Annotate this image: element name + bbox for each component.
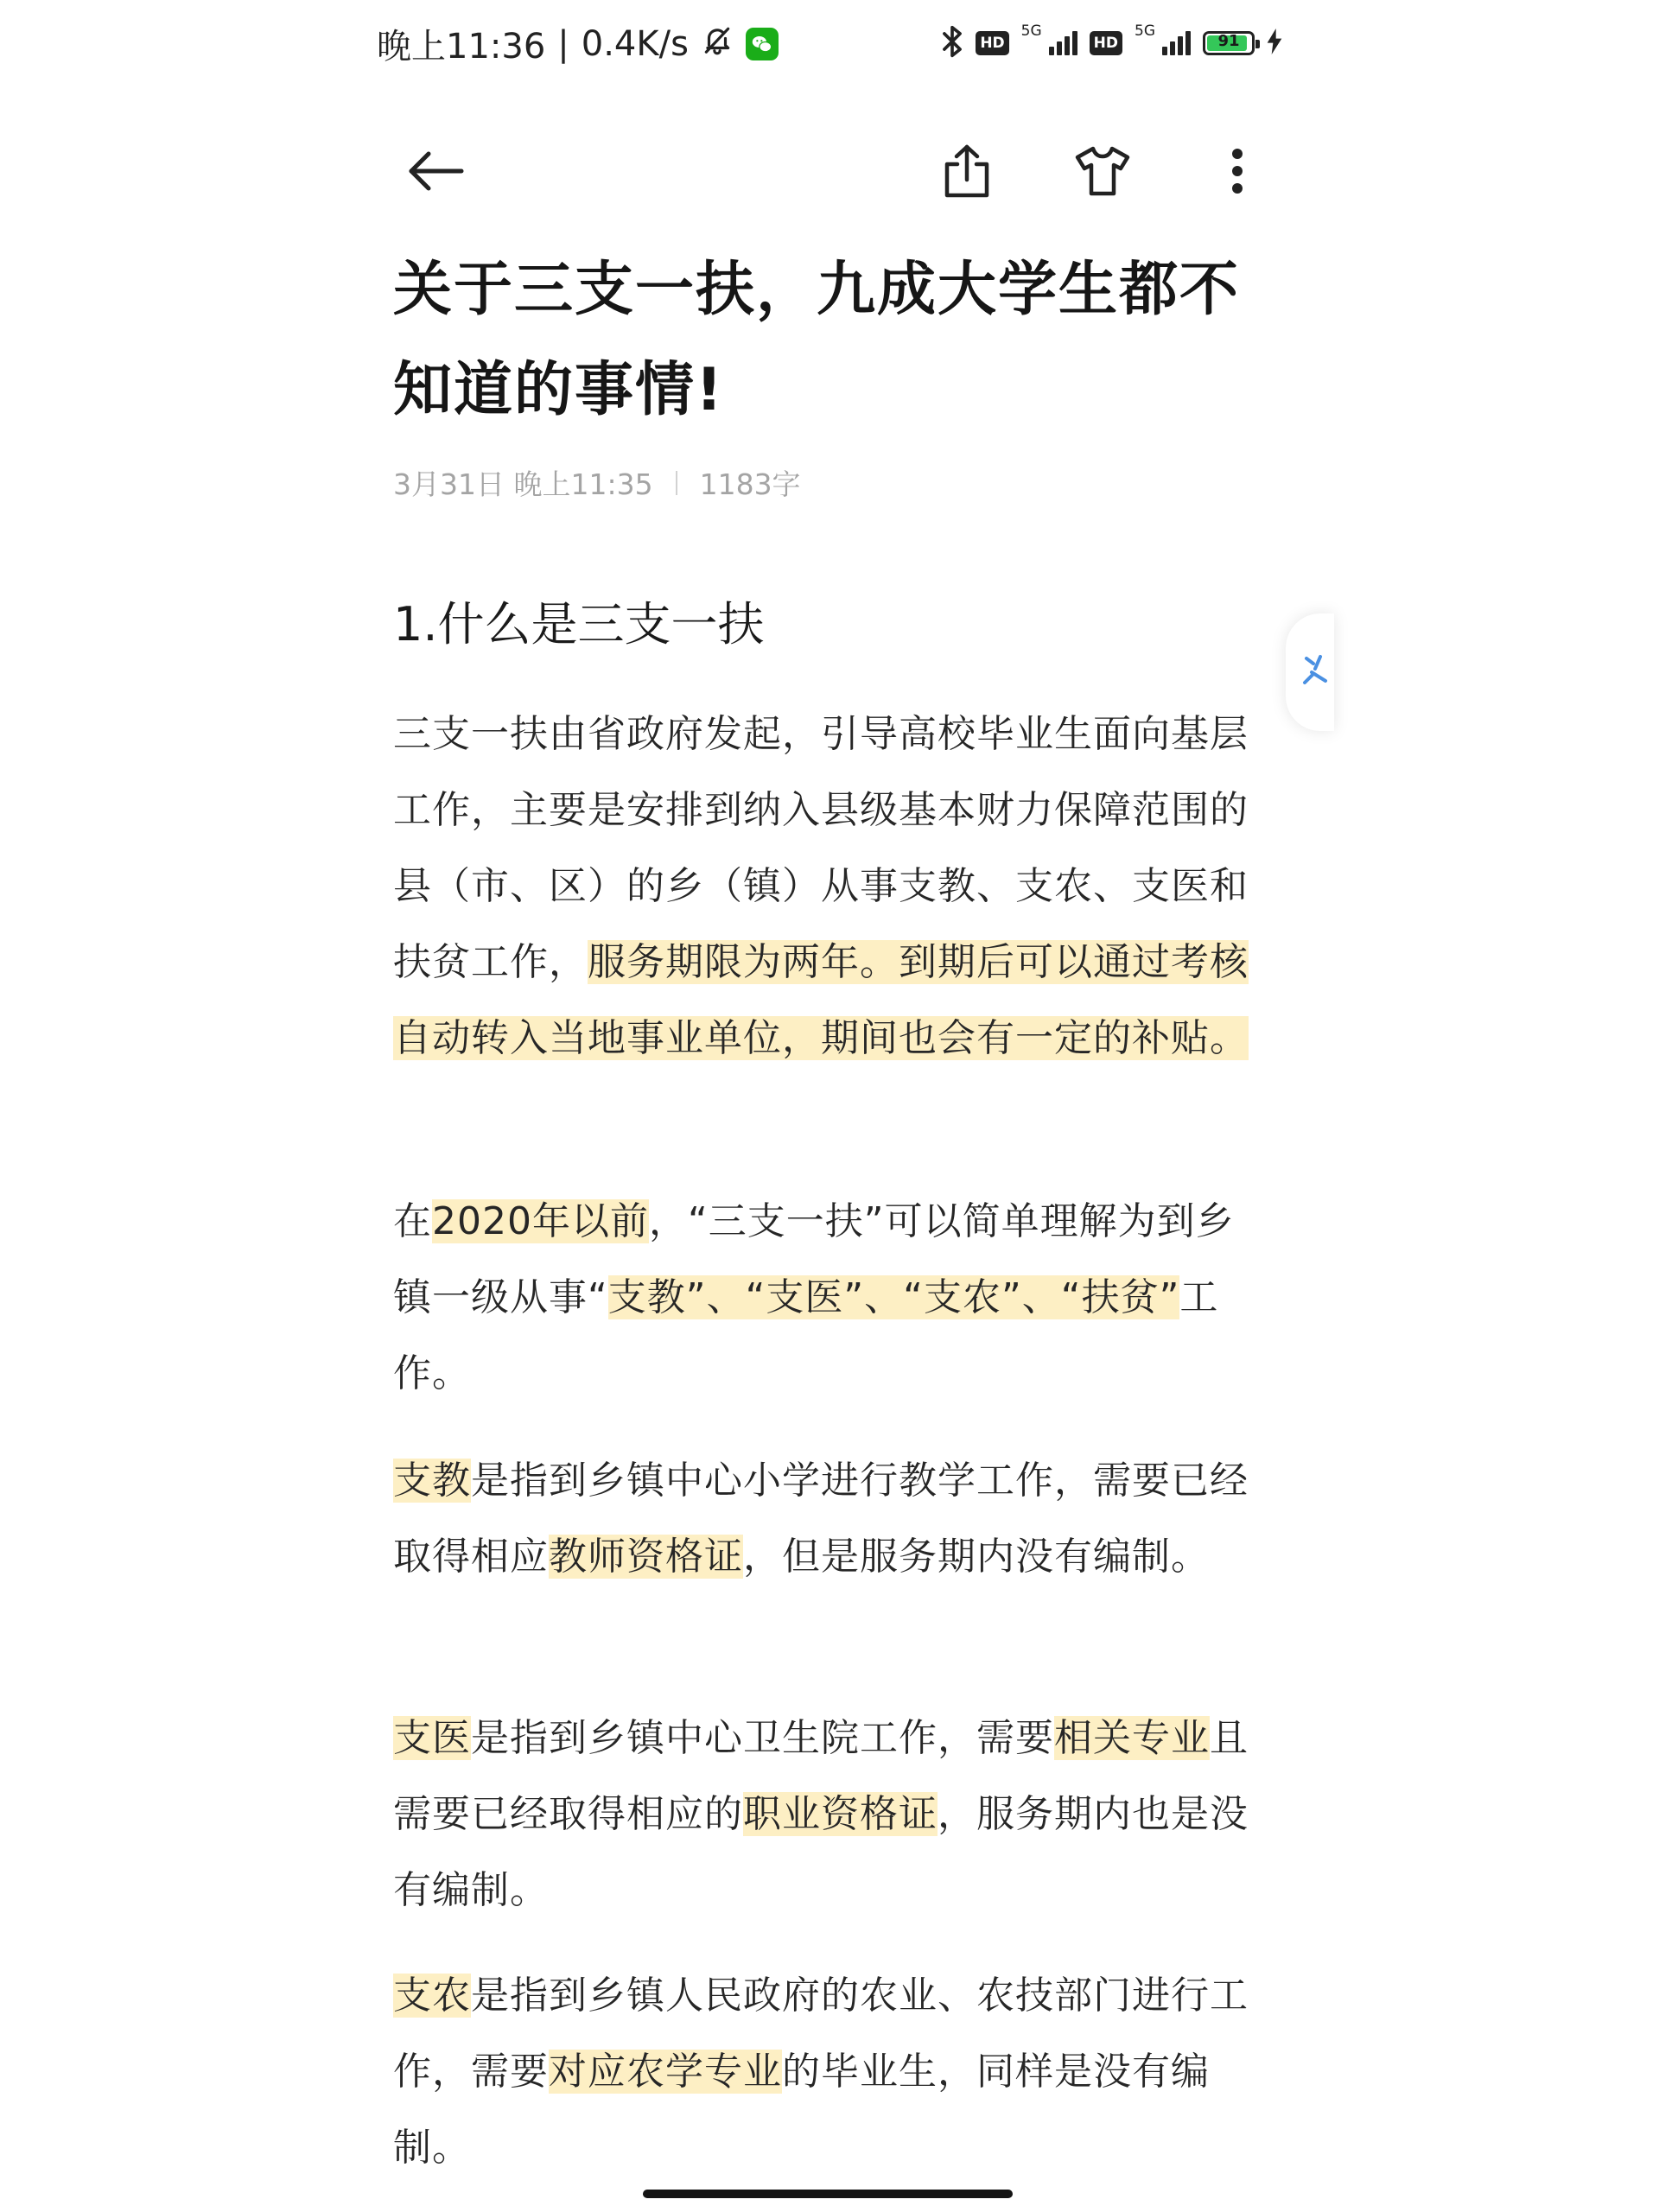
p4-highlight-2: 相关专业	[1054, 1716, 1210, 1760]
p2-text-2: ，“三支一扶”可以简单理解为到乡镇一级从事“	[393, 1199, 1235, 1319]
article-meta	[393, 462, 1262, 503]
network-speed: 0.4K/s	[581, 23, 689, 64]
charging-icon	[1267, 29, 1282, 58]
p3-text-1: 是指到乡镇中心小学进行教学工作，需要已经取得相应	[393, 1459, 1249, 1579]
meta-divider	[676, 471, 677, 495]
bluetooth-icon	[941, 24, 963, 62]
status-divider: |	[557, 23, 569, 64]
paragraph-5	[393, 1958, 1262, 2186]
paragraph-2	[393, 1184, 1262, 1412]
hd-badge: HD	[976, 31, 1008, 55]
p2-text-3: 工作。	[393, 1275, 1219, 1395]
more-vertical-icon	[1229, 147, 1246, 199]
p4-highlight-3: 职业资格证	[743, 1792, 938, 1836]
share-button[interactable]	[931, 137, 1003, 209]
paragraph-4	[393, 1700, 1262, 1929]
back-button[interactable]	[399, 137, 472, 209]
p4-text-3: ，服务期内也是没有编制。	[393, 1792, 1249, 1912]
p4-highlight-1: 支医	[393, 1716, 471, 1760]
wechat-icon	[746, 28, 779, 60]
p5-text-1: 是指到乡镇人民政府的农业、农技部门进行工作，需要	[393, 1974, 1249, 2094]
status-bar	[0, 0, 1659, 95]
section-heading: 1.什么是三支一扶	[393, 597, 765, 652]
article-date: 3月31日 晚上11:35	[393, 467, 653, 501]
p1-highlight: 服务期限为两年。到期后可以通过考核自动转入当地事业单位，期间也会有一定的补贴。	[393, 940, 1249, 1060]
bell-off-icon	[701, 23, 734, 65]
floating-side-button[interactable]	[1286, 613, 1334, 731]
tshirt-icon	[1074, 145, 1131, 200]
battery-level: 91	[1217, 32, 1240, 50]
p2-highlight-2: 支教”、“支医”、“支农”、“扶贫”	[607, 1275, 1180, 1319]
status-left	[377, 19, 779, 68]
p5-text-2: 的毕业生，同样是没有编制。	[393, 2050, 1210, 2170]
p4-text-1: 是指到乡镇中心卫生院工作，需要	[471, 1716, 1054, 1760]
home-indicator[interactable]	[643, 2190, 1013, 2198]
more-button[interactable]	[1201, 137, 1274, 209]
paragraph-3	[393, 1443, 1262, 1595]
theme-button[interactable]	[1066, 137, 1139, 209]
p5-highlight-1: 支农	[393, 1974, 471, 2018]
back-arrow-icon	[406, 149, 465, 196]
p3-highlight-2: 教师资格证	[549, 1535, 743, 1579]
network-type-2: 5G	[1135, 22, 1155, 40]
p3-text-2: ，但是服务期内没有编制。	[743, 1535, 1210, 1579]
signal-icon	[1049, 31, 1077, 55]
battery-icon	[1203, 31, 1255, 55]
share-icon	[942, 143, 992, 202]
paragraph-1	[393, 696, 1262, 1077]
status-right	[941, 24, 1282, 62]
article-title	[393, 240, 1262, 441]
top-toolbar	[0, 130, 1659, 216]
p5-highlight-2: 对应农学专业	[549, 2050, 782, 2094]
title-line-1: 关于三支一扶，九成大学生都不	[393, 256, 1241, 324]
status-time: 晚上11:36	[377, 27, 546, 67]
hd-badge-2: HD	[1090, 31, 1122, 55]
signal-icon-2	[1162, 31, 1191, 55]
ai-assistant-icon	[1300, 650, 1334, 695]
p1-text: 三支一扶由省政府发起，引导高校毕业生面向基层工作，主要是安排到纳入县级基本财力保障范围的县（市、区）的乡（镇）从事支教、支农、支医和扶贫工作，	[393, 712, 1249, 984]
p2-highlight-1: 2020年以前	[432, 1199, 649, 1243]
p3-highlight-1: 支教	[393, 1459, 471, 1503]
network-type: 5G	[1020, 22, 1042, 40]
word-count: 1183字	[699, 467, 801, 501]
p2-text-1: 在	[393, 1199, 432, 1243]
p4-text-2: 且需要已经取得相应的	[393, 1716, 1249, 1836]
title-line-2: 知道的事情!	[393, 356, 725, 424]
